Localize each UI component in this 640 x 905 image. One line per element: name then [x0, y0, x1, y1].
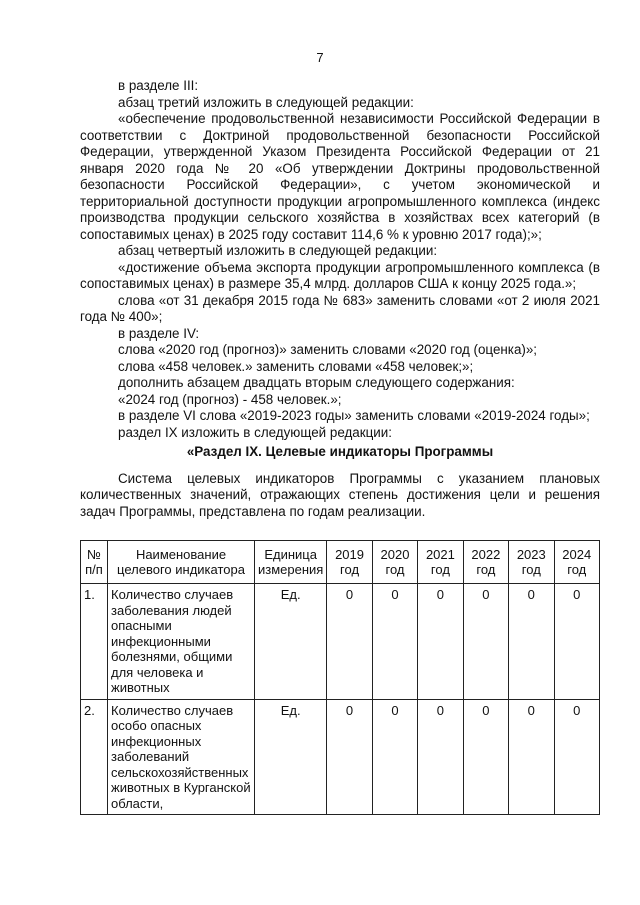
header-name: Наименование целевого индикатора — [108, 541, 255, 584]
row-value: 0 — [327, 584, 372, 700]
row-unit: Ед. — [255, 699, 327, 815]
row-value: 0 — [463, 699, 508, 815]
header-year: 2023 год — [509, 541, 554, 584]
row-value: 0 — [418, 699, 463, 815]
paragraph: раздел IX изложить в следующей редакции: — [118, 424, 392, 440]
table-header-row — [81, 541, 600, 584]
paragraph: слова «от 31 декабря 2015 года № 683» заменить словами «от 2 июля 2021 года № 400»; — [80, 292, 600, 324]
header-year: 2020 год — [372, 541, 417, 584]
paragraph: в разделе IV: — [118, 325, 200, 341]
paragraph: дополнить абзацем двадцать вторым следующего содержания: — [118, 375, 515, 390]
row-value: 0 — [509, 699, 554, 815]
header-year: 2021 год — [418, 541, 463, 584]
row-value: 0 — [372, 699, 417, 815]
paragraph: «2024 год (прогноз) - 458 человек.»; — [118, 391, 342, 407]
header-year: 2022 год — [463, 541, 508, 584]
row-value: 0 — [418, 584, 463, 700]
paragraph: в разделе VI слова «2019-2023 годы» заменить словами «2019-2024 годы»; — [118, 408, 590, 423]
row-value: 0 — [463, 584, 508, 700]
paragraph: слова «2020 год (прогноз)» заменить словами «2020 год (оценка)»; — [118, 342, 538, 357]
page-number: 7 — [316, 50, 324, 65]
row-value: 0 — [327, 699, 372, 815]
header-year: 2024 год — [554, 541, 599, 584]
row-value: 0 — [372, 584, 417, 700]
paragraph: абзац четвертый изложить в следующей редакции: — [118, 243, 438, 258]
document-body — [80, 78, 600, 520]
header-year: 2019 год — [327, 541, 372, 584]
indicators-table — [80, 540, 600, 815]
row-value: 0 — [554, 699, 599, 815]
header-num: № п/п — [81, 541, 108, 584]
row-indicator-name: Количество случаев заболевания людей опасными инфекционными болезнями, общими для человека и животных — [108, 584, 255, 700]
row-value: 0 — [554, 584, 599, 700]
paragraph: «обеспечение продовольственной независимости Российской Федерации в соответствии с Доктриной продовольственной безопасности Российской Федерации, утвержденной Указом Президента Российской Федерации от 21 января 2020 года № 20 «Об утверждении Доктрины продовольственной безопасности Российской Федерации», с учетом экономической и территориальной доступности продукции агропромышленного комплекса (индекс производства продукции сельского хозяйства в хозяйствах всех категорий (в сопоставимых ценах) в 2025 году составит 114,6 % к уровню 2017 года);»; — [80, 111, 600, 242]
row-indicator-name: Количество случаев особо опасных инфекционных заболеваний сельскохозяйственных животных в Курганской области, — [108, 699, 255, 815]
row-num: 1. — [81, 584, 108, 700]
section-heading: «Раздел IX. Целевые индикаторы Программы — [186, 444, 494, 459]
row-num: 2. — [81, 699, 108, 815]
paragraph: абзац третий изложить в следующей редакции: — [118, 94, 414, 110]
row-value: 0 — [509, 584, 554, 700]
header-unit: Единица измерения — [255, 541, 327, 584]
intro-paragraph: Система целевых индикаторов Программы с указанием плановых количественных значений, отражающих степень достижения цели и решения задач Программы, представлена по годам реализации. — [80, 470, 600, 519]
table-row — [81, 584, 600, 700]
row-unit: Ед. — [255, 584, 327, 700]
paragraph: слова «458 человек.» заменить словами «458 человек;»; — [118, 358, 474, 374]
table-row — [81, 699, 600, 815]
paragraph: в разделе III: — [118, 78, 199, 93]
paragraph: «достижение объема экспорта продукции агропромышленного комплекса (в сопоставимых ценах) в размере 35,4 млрд. долларов США к концу 2025 года.»; — [80, 259, 600, 291]
